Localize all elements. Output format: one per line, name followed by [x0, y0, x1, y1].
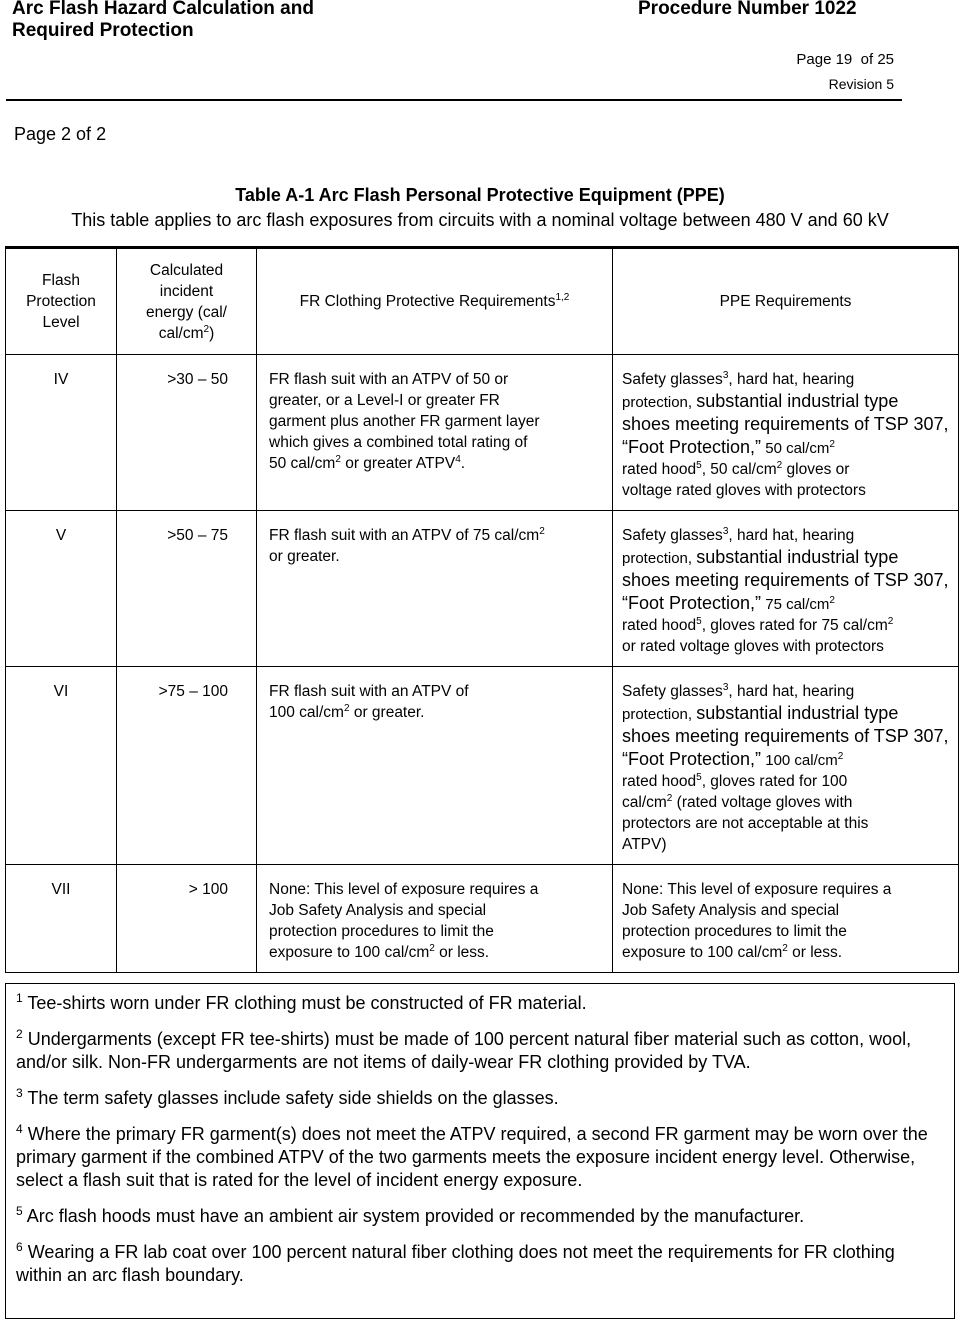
footnote-6: $^6$ Wearing a FR lab coat over 100 percent natural fiber clothing does not meet the requirements for FR clothing within an arc flash boundary.	[16, 1240, 895, 1285]
level-cell: IV	[6, 355, 117, 511]
footnote-2: $^2$ Undergarments (except FR tee-shirts) must be made of 100 percent natural fiber material such as cotton, wool, and/or silk. Non-FR undergarments are not items of daily-wear FR clothing provided by TVA.	[16, 1027, 912, 1072]
level-cell: VI	[6, 667, 117, 865]
header-fr-clothing: FR Clothing Protective Requirements$^{1,2}$	[257, 248, 613, 355]
ppe-cell: Safety glasses$^3$, hard hat, hearing protection, substantial industrial type shoes meeting requirements of TSP 307, “Foot Protection,” 100 cal/$cm^2$ rated hood$^5$, gloves rated for 100 cal/$cm^2$ (rated voltage gloves with protectors are not acceptable at this ATPV)	[613, 667, 959, 865]
ppe-cell: Safety glasses$^3$, hard hat, hearing protection, substantial industrial type shoes meeting requirements of TSP 307, “Foot Protection,” 75 cal/$cm^2$ rated hood$^5$, gloves rated for 75 cal/$cm^2$ or rated voltage gloves with protectors	[613, 511, 959, 667]
page-total: 25	[877, 51, 894, 68]
clothing-cell: FR flash suit with an ATPV of 100 cal/$cm^2$ or greater.	[257, 667, 613, 865]
revision-label: Revision 5	[828, 76, 894, 92]
document-title-line1: Arc Flash Hazard Calculation and	[12, 0, 314, 19]
of-label: of	[860, 51, 874, 68]
energy-cell: >75 – 100	[117, 667, 257, 865]
header-divider	[6, 99, 902, 101]
clothing-cell: FR flash suit with an ATPV of 50 or greater, or a Level-I or greater FR garment plus another FR garment layer which gives a combined total rating of 50 cal/$cm^2$ or greater ATPV$^4$.	[257, 355, 613, 511]
page-label: Page	[796, 51, 832, 68]
page-number: 19	[835, 51, 853, 68]
table-row	[6, 667, 959, 865]
ppe-table	[5, 246, 959, 973]
table-row	[6, 355, 959, 511]
footnote-3: $^3$ The term safety glasses include safety side shields on the glasses.	[16, 1086, 559, 1108]
energy-cell: > 100	[117, 865, 257, 973]
clothing-cell: FR flash suit with an ATPV of 75 cal/$cm^2$ or greater.	[257, 511, 613, 667]
clothing-cell: None: This level of exposure requires a Job Safety Analysis and special protection procedures to limit the exposure to 100 cal/$cm^2$ or less.	[257, 865, 613, 973]
document-title-line2: Required Protection	[12, 20, 194, 41]
energy-cell: >50 – 75	[117, 511, 257, 667]
table-row	[6, 511, 959, 667]
level-cell: VII	[6, 865, 117, 973]
footnote-5: $^5$ Arc flash hoods must have an ambient air system provided or recommended by the manufacturer.	[16, 1204, 805, 1226]
table-title: Table A-1 Arc Flash Personal Protective Equipment (PPE)	[235, 185, 725, 205]
page-info	[796, 48, 894, 96]
header-flash-protection-level: Flash Protection Level	[6, 248, 117, 355]
energy-cell: >30 – 50	[117, 355, 257, 511]
table-row	[6, 865, 959, 973]
ppe-cell: None: This level of exposure requires a Job Safety Analysis and special protection procedures to limit the exposure to 100 cal/$cm^2$ or less.	[613, 865, 959, 973]
level-cell: V	[6, 511, 117, 667]
ppe-cell: Safety glasses$^3$, hard hat, hearing protection, substantial industrial type shoes meeting requirements of TSP 307, “Foot Protection,” 50 cal/$cm^2$ rated hood$^5$, 50 cal/$cm^2$ gloves or voltage rated gloves with protectors	[613, 355, 959, 511]
footnote-1: $^1$ Tee-shirts worn under FR clothing must be constructed of FR material.	[16, 991, 587, 1013]
header-incident-energy: Calculated incident energy (cal/ cal/$cm^2$)	[117, 248, 257, 355]
table-subtitle: This table applies to arc flash exposures from circuits with a nominal voltage between 480 V and 60 kV	[71, 210, 889, 230]
document-title	[12, 0, 314, 42]
footnote-4: $^4$ Where the primary FR garment(s) does not meet the ATPV required, a second FR garment may be worn over the primary garment if the combined ATPV of the two garments meets the exposure incident energy level. Otherwise, select a flash suit that is rated for the level of incident energy exposure.	[16, 1122, 928, 1190]
footnotes-box	[5, 983, 955, 1319]
table-header-row	[6, 248, 959, 355]
page-of-label: Page 2 of 2	[14, 124, 107, 144]
header-ppe-requirements: PPE Requirements	[613, 248, 959, 355]
procedure-number: Procedure Number 1022	[638, 0, 857, 19]
